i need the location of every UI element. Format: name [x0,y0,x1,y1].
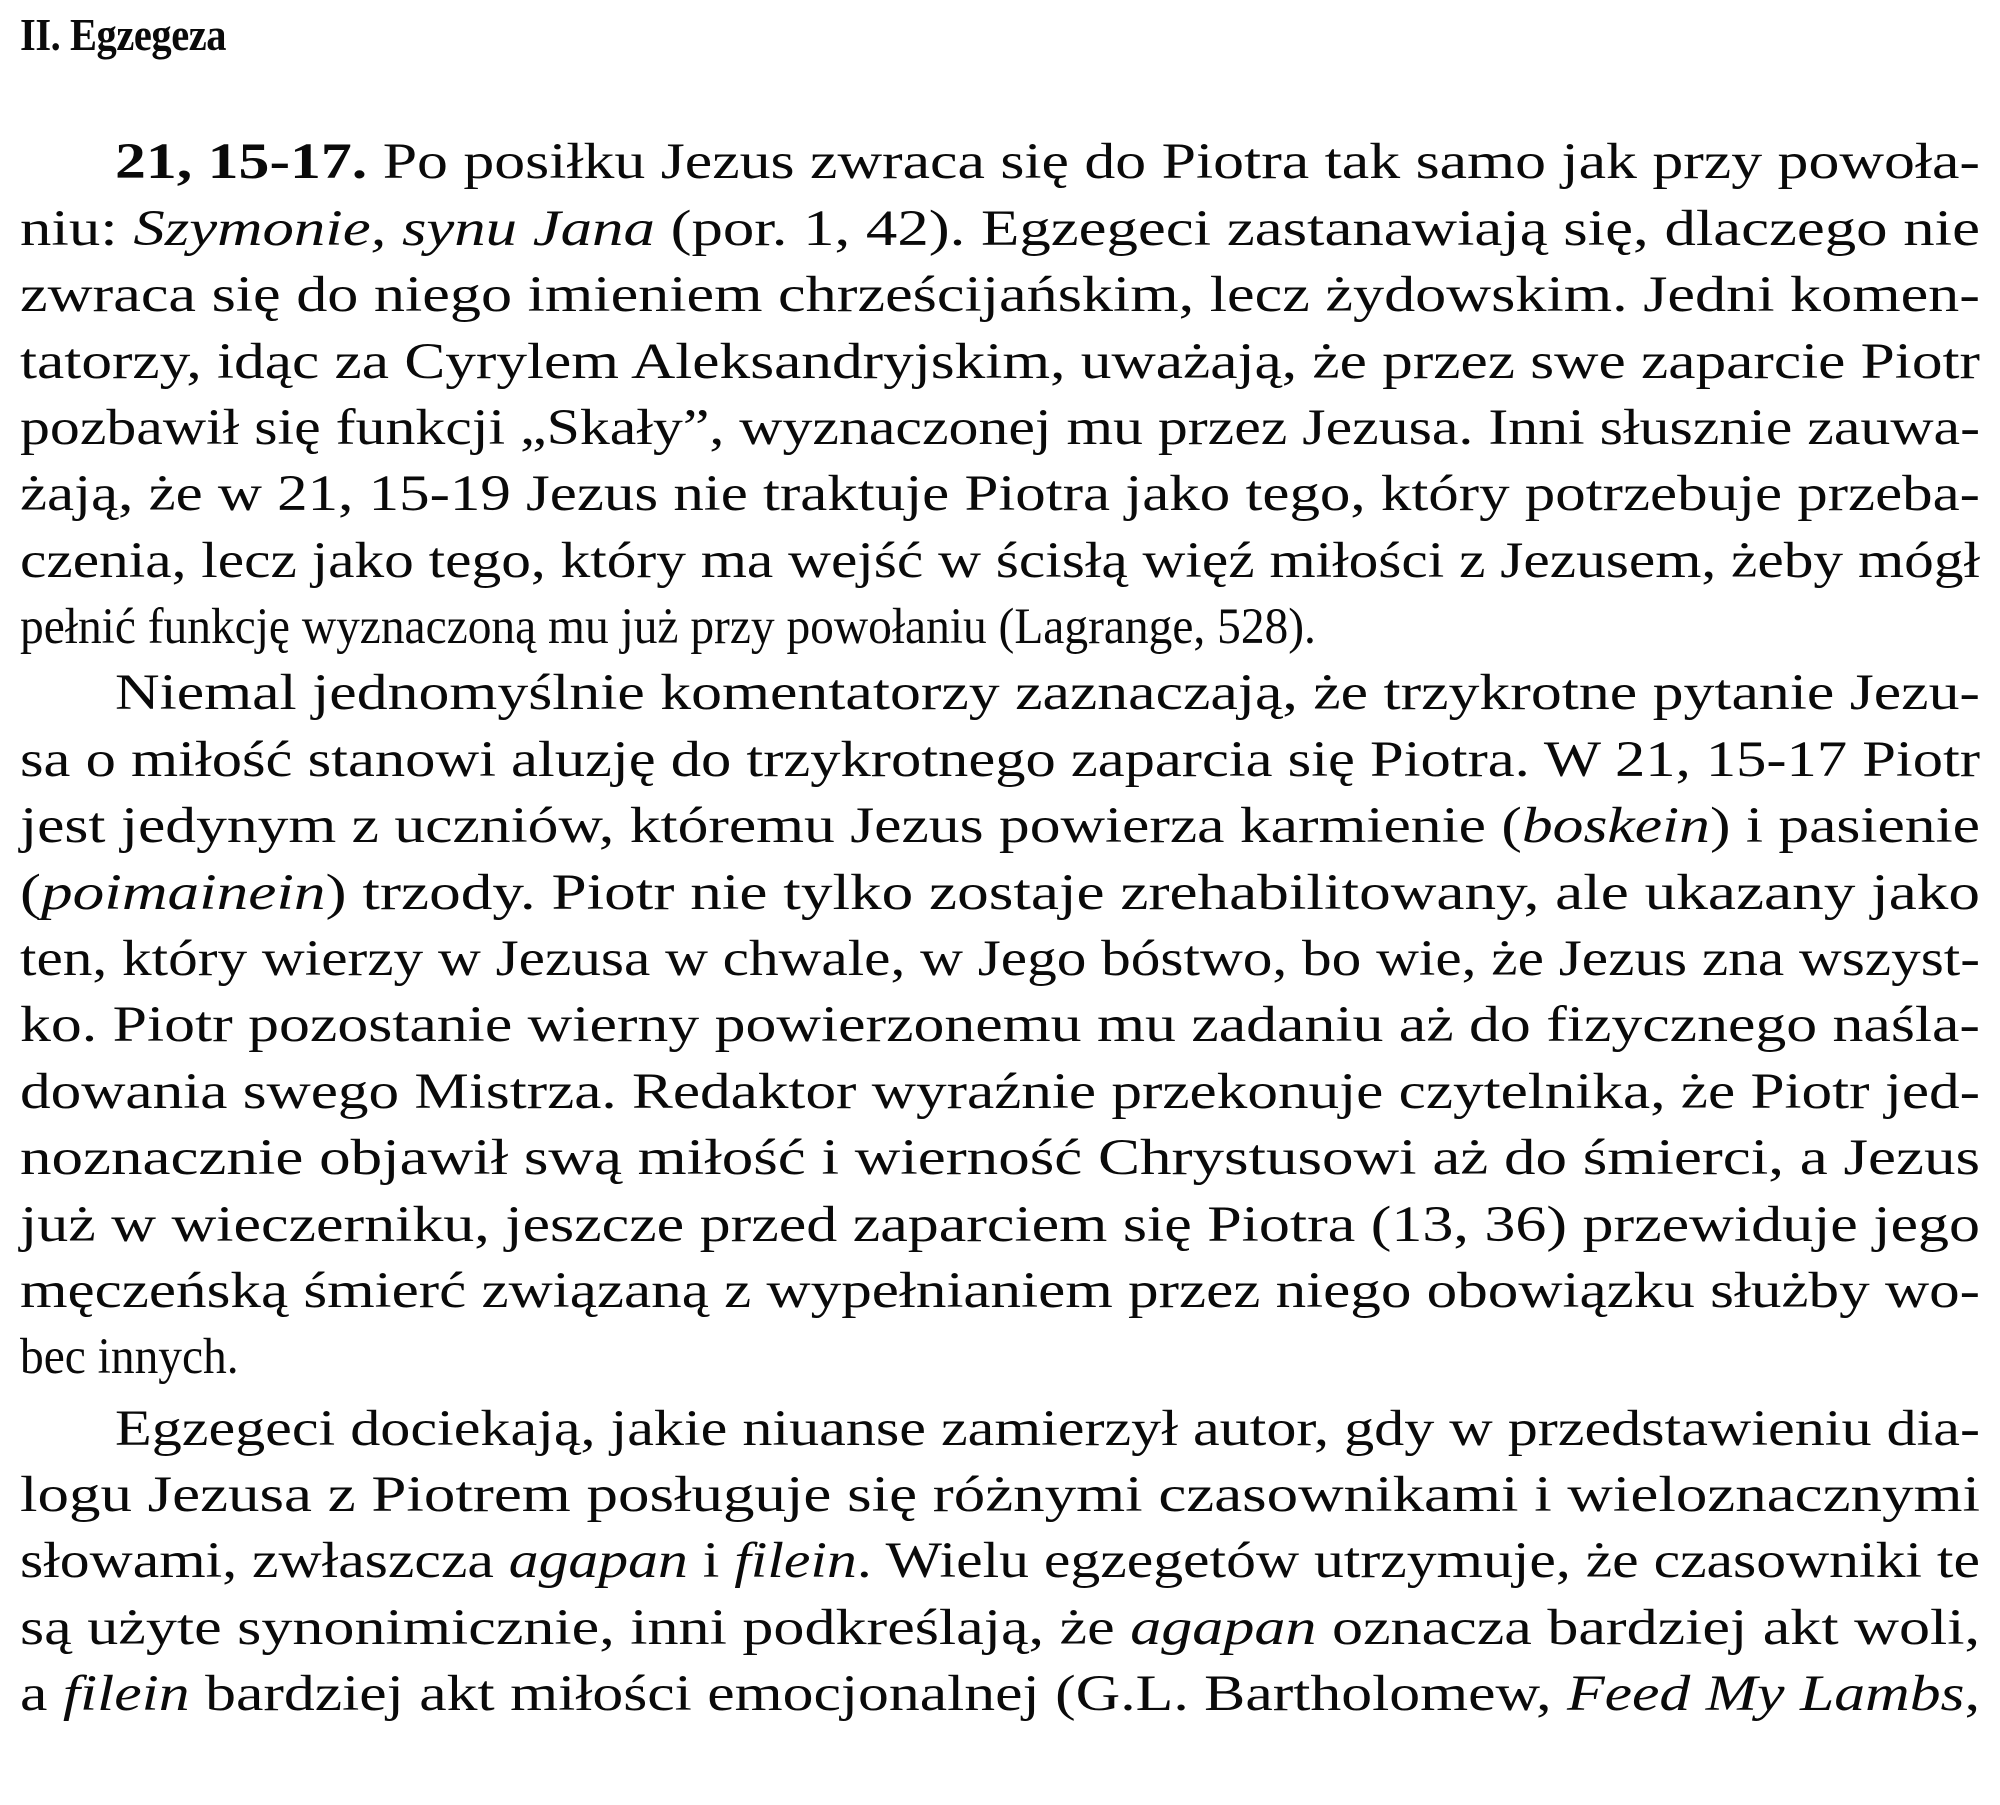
text-segment: (por. 1, 42). Egzegeci zastanawiają się, dlaczego nie [654,201,1980,257]
text-line-content [20,1126,1980,1190]
text-line [20,728,1980,792]
text-line-content [20,1259,1980,1323]
italic-term: Feed My Lambs [1566,1666,1965,1722]
text-line-content [20,396,1980,460]
text-line-content [20,595,1316,659]
text-line-content [20,263,1980,327]
text-line [20,396,1980,460]
text-line [20,1463,1980,1527]
text-line-content [20,993,1980,1057]
text-line [20,595,1980,659]
text-segment: logu Jezusa z Piotrem posługuje się różnymi czasownikami i wieloznacznymi [20,1467,1980,1523]
text-segment: tatorzy, idąc za Cyrylem Aleksandryjskim, uważają, że przez swe zaparcie Piotr [20,334,1980,390]
text-segment: noznacznie objawił swą miłość i wierność Chrystusowi aż do śmierci, a Jezus [20,1130,1980,1186]
text-segment: Po posiłku Jezus zwraca się do Piotra tak samo jak przy powoła- [367,134,1981,190]
text-line [20,1126,1980,1190]
text-line-content [20,197,1980,261]
text-segment: . Wielu egzegetów utrzymuje, że czasowniki te [856,1533,1981,1589]
text-line [20,1193,1980,1257]
text-line-content [20,1596,1980,1660]
text-line [20,197,1980,261]
text-segment: Egzegeci dociekają, jakie niuanse zamierzył autor, gdy w przedstawieniu dia- [115,1401,1980,1457]
text-segment: słowami, zwłaszcza [20,1533,509,1589]
text-line-content [20,728,1980,792]
text-segment: są użyte synonimicznie, inni podkreślają, że [20,1600,1131,1656]
text-segment: , [1964,1666,1981,1722]
text-segment: dowania swego Mistrza. Redaktor wyraźnie przekonuje czytelnika, że Piotr jed- [20,1064,1980,1120]
text-segment: oznacza bardziej akt woli, [1316,1600,1980,1656]
section-heading: II. Egzegeza [20,9,227,60]
text-segment: a [20,1666,63,1722]
text-segment: ten, który wierzy w Jezusa w chwale, w Jego bóstwo, bo wie, że Jezus zna wszyst- [20,931,1980,987]
text-line-content [20,927,1980,991]
text-line [20,993,1980,1057]
verse-reference: 21, 15-17. [115,134,368,190]
italic-term: poimainein [41,865,326,921]
text-line-content [20,1463,1980,1527]
text-line [20,1596,1980,1660]
text-line-content [20,1662,1980,1726]
text-line [20,1259,1980,1323]
text-segment: niu: [20,201,134,257]
text-segment: ( [20,865,42,921]
text-segment: pełnić funkcję wyznaczoną mu już przy powołaniu (Lagrange, 528). [20,599,1316,655]
text-segment: bec innych. [20,1329,239,1385]
text-segment: zwraca się do niego imieniem chrześcijańskim, lecz żydowskim. Jedni komen- [20,267,1980,323]
text-segment: pozbawił się funkcji „Skały”, wyznaczonej mu przez Jezusa. Inni słusznie zauwa- [20,400,1981,456]
text-line-content [115,130,1980,194]
text-segment: męczeńską śmierć związaną z wypełnianiem przez niego obowiązku służby wo- [20,1263,1980,1319]
text-line [20,263,1980,327]
text-segment: ) i pasienie [1709,798,1981,854]
text-line-content [20,330,1980,394]
text-line [20,529,1980,593]
text-line [20,1529,1980,1593]
text-segment: sa o miłość stanowi aluzję do trzykrotnego zaparcia się Piotra. W 21, 15-17 Piotr [20,732,1980,788]
text-line-content [115,1397,1980,1461]
text-segment: już w wieczerniku, jeszcze przed zaparciem się Piotra (13, 36) przewiduje jego [20,1197,1981,1253]
text-segment: ko. Piotr pozostanie wierny powierzonemu mu zadaniu aż do fizycznego naśla- [20,997,1980,1053]
text-line [20,330,1980,394]
text-line [20,1060,1980,1124]
text-line [20,861,1980,925]
text-line [20,1662,1980,1726]
text-line-content [115,661,1980,725]
text-segment: bardziej akt miłości emocjonalnej (G.L. Bartholomew, [189,1666,1567,1722]
italic-term: filein [734,1533,857,1589]
text-line-content [20,1529,1980,1593]
text-segment: jest jedynym z uczniów, któremu Jezus powierza karmienie ( [20,798,1522,854]
text-line [115,130,2000,194]
text-line-content [20,1060,1980,1124]
text-line [20,1325,1980,1389]
text-segment: czenia, lecz jako tego, który ma wejść w ścisłą więź miłości z Jezusem, żeby mógł [20,533,1981,589]
text-segment: i [687,1533,735,1589]
text-line [20,462,1980,526]
text-line-content [20,794,1980,858]
italic-term: boskein [1521,798,1710,854]
text-segment: żają, że w 21, 15-19 Jezus nie traktuje Piotra jako tego, który potrzebuje przeba- [20,466,1980,522]
text-line-content [20,462,1980,526]
text-line [115,1397,2000,1461]
italic-term: agapan [508,1533,688,1589]
text-line-content [20,861,1980,925]
italic-term: Szymonie, synu Jana [133,201,655,257]
text-line [20,927,1980,991]
text-line [115,661,2000,725]
text-line-content [20,1325,239,1389]
italic-term: agapan [1130,1600,1317,1656]
text-segment: Niemal jednomyślnie komentatorzy zaznaczają, że trzykrotne pytanie Jezu- [115,665,1980,721]
text-segment: ) trzody. Piotr nie tylko zostaje zrehabilitowany, ale ukazany jako [325,865,1980,921]
text-line [20,794,1980,858]
text-line-content [20,529,1980,593]
italic-term: filein [62,1666,190,1722]
text-line-content [20,1193,1980,1257]
